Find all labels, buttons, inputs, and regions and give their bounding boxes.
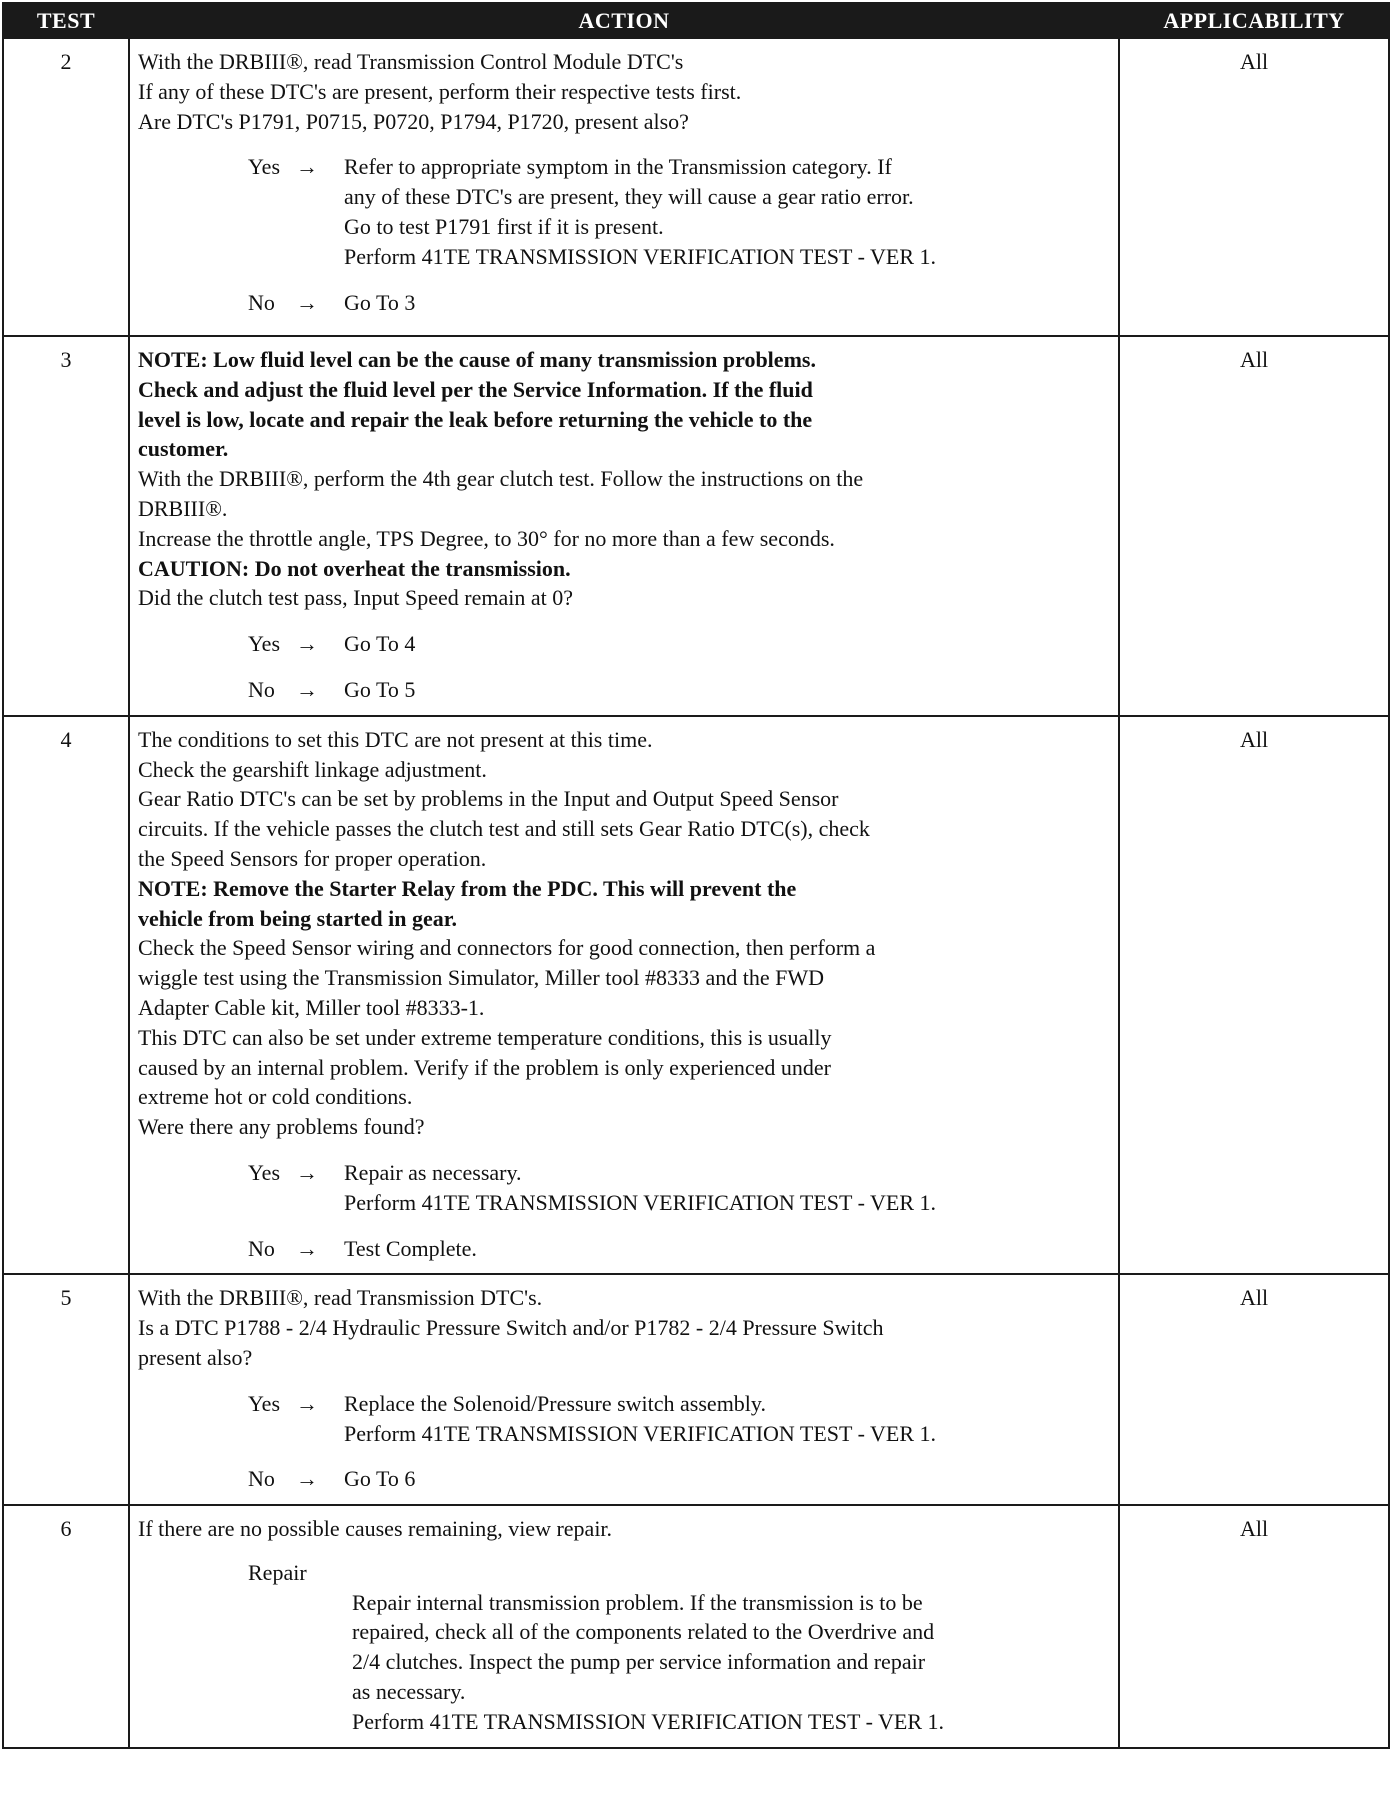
- note-line: NOTE: Remove the Starter Relay from the PDC. This will prevent the: [138, 875, 797, 901]
- note-line: CAUTION: Do not overheat the transmission.: [138, 555, 571, 581]
- answer-key: No: [248, 1235, 275, 1261]
- action-line: Were there any problems found?: [138, 1114, 425, 1140]
- action-cell: [129, 336, 1119, 716]
- action-line: Gear Ratio DTC's can be set by problems in the Input and Output Speed Sensor: [138, 786, 839, 812]
- test-number: 4: [3, 716, 129, 1275]
- applicability-value: All: [1119, 1274, 1389, 1505]
- answer-key: Yes: [248, 1159, 281, 1185]
- action-line: The conditions to set this DTC are not present at this time.: [138, 726, 653, 752]
- table-body: [3, 38, 1389, 1748]
- arrow-right-icon: →: [296, 289, 318, 315]
- answer-result: [344, 675, 1108, 705]
- answer-result: [344, 288, 1108, 318]
- answer-result: [344, 1158, 1108, 1218]
- note-line: level is low, locate and repair the leak before returning the vehicle to the: [138, 406, 813, 432]
- answer-result-line: Test Complete.: [344, 1235, 477, 1261]
- answer-result: [344, 1234, 1108, 1264]
- action-line: If any of these DTC's are present, perform their respective tests first.: [138, 78, 742, 104]
- action-cell: [129, 1505, 1119, 1748]
- note-line: vehicle from being started in gear.: [138, 905, 457, 931]
- answer-result-line: Refer to appropriate symptom in the Transmission category. If: [344, 154, 892, 180]
- answer-option-yes: [248, 1389, 1108, 1449]
- test-number: 5: [3, 1274, 129, 1505]
- answer-result: [344, 1464, 1108, 1494]
- answer-option-no: [248, 1234, 1108, 1264]
- arrow-right-icon: →: [296, 1390, 318, 1416]
- arrow-right-icon: →: [296, 1235, 318, 1261]
- answer-option-yes: [248, 1158, 1108, 1218]
- action-line: the Speed Sensors for proper operation.: [138, 845, 487, 871]
- arrow-right-icon: →: [296, 1466, 318, 1492]
- applicability-value: All: [1119, 716, 1389, 1275]
- answer-option-no: [248, 288, 1108, 318]
- repair-line: Perform 41TE TRANSMISSION VERIFICATION TEST - VER 1.: [352, 1708, 944, 1734]
- header-test: TEST: [3, 3, 129, 38]
- note-line: NOTE: Low fluid level can be the cause of many transmission problems.: [138, 347, 816, 372]
- action-line: circuits. If the vehicle passes the clutch test and still sets Gear Ratio DTC(s), check: [138, 816, 870, 842]
- action-line: DRBIII®.: [138, 495, 228, 521]
- answer-result-line: Go To 4: [344, 631, 416, 657]
- action-line: This DTC can also be set under extreme temperature conditions, this is usually: [138, 1024, 832, 1050]
- table-header-row: [3, 3, 1389, 38]
- answer-option-no: [248, 675, 1108, 705]
- arrow-right-icon: →: [296, 676, 318, 702]
- action-cell: [129, 716, 1119, 1275]
- note-line: customer.: [138, 436, 229, 462]
- table-row: [3, 38, 1389, 336]
- answer-option-yes: [248, 629, 1108, 659]
- diagnostic-procedure-page: [2, 2, 1388, 1803]
- answer-result-line: Perform 41TE TRANSMISSION VERIFICATION TEST - VER 1.: [344, 1420, 936, 1446]
- answer-option-yes: [248, 152, 1108, 271]
- answer-result-line: any of these DTC's are present, they will cause a gear ratio error.: [344, 184, 914, 210]
- action-cell: [129, 1274, 1119, 1505]
- action-line: With the DRBIII®, perform the 4th gear clutch test. Follow the instructions on the: [138, 466, 864, 492]
- test-number: 6: [3, 1505, 129, 1748]
- action-line: Did the clutch test pass, Input Speed remain at 0?: [138, 585, 573, 611]
- answer-result-line: Go to test P1791 first if it is present.: [344, 213, 664, 239]
- action-line: Are DTC's P1791, P0715, P0720, P1794, P1720, present also?: [138, 108, 689, 134]
- answer-result: [344, 152, 1108, 271]
- action-line: If there are no possible causes remaining, view repair.: [138, 1516, 613, 1542]
- answer-result-line: Repair as necessary.: [344, 1159, 522, 1185]
- answer-result-line: Perform 41TE TRANSMISSION VERIFICATION TEST - VER 1.: [344, 1189, 936, 1215]
- note-line: Check and adjust the fluid level per the Service Information. If the fluid: [138, 376, 813, 402]
- repair-line: repaired, check all of the components related to the Overdrive and: [352, 1619, 935, 1645]
- answer-result: [344, 629, 1108, 659]
- action-line: With the DRBIII®, read Transmission DTC's.: [138, 1285, 543, 1311]
- action-line: present also?: [138, 1344, 253, 1370]
- header-action: ACTION: [129, 3, 1119, 38]
- applicability-value: All: [1119, 1505, 1389, 1748]
- answer-result-line: Replace the Solenoid/Pressure switch assembly.: [344, 1390, 766, 1416]
- answer-key: No: [248, 676, 275, 702]
- diagnostic-test-table: [2, 2, 1390, 1749]
- action-line: caused by an internal problem. Verify if the problem is only experienced under: [138, 1054, 831, 1080]
- applicability-value: All: [1119, 336, 1389, 716]
- action-line: With the DRBIII®, read Transmission Control Module DTC's: [138, 49, 684, 74]
- action-line: wiggle test using the Transmission Simulator, Miller tool #8333 and the FWD: [138, 965, 824, 991]
- repair-label: Repair: [248, 1559, 307, 1585]
- answer-result: [344, 1389, 1108, 1449]
- action-cell: [129, 38, 1119, 336]
- answer-key: No: [248, 1466, 275, 1492]
- table-row: [3, 1505, 1389, 1748]
- answer-key: No: [248, 289, 275, 315]
- action-line: Adapter Cable kit, Miller tool #8333-1.: [138, 994, 485, 1020]
- answer-result-line: Go To 3: [344, 289, 416, 315]
- repair-line: 2/4 clutches. Inspect the pump per service information and repair: [352, 1649, 926, 1675]
- answer-result-line: Go To 5: [344, 676, 416, 702]
- arrow-right-icon: →: [296, 1159, 318, 1185]
- action-line: Increase the throttle angle, TPS Degree, to 30° for no more than a few seconds.: [138, 525, 835, 551]
- answer-key: Yes: [248, 154, 281, 180]
- table-row: [3, 1274, 1389, 1505]
- repair-line: Repair internal transmission problem. If the transmission is to be: [352, 1589, 923, 1615]
- test-number: 2: [3, 38, 129, 336]
- answer-option-no: [248, 1464, 1108, 1494]
- table-row: [3, 336, 1389, 716]
- answer-result-line: Perform 41TE TRANSMISSION VERIFICATION TEST - VER 1.: [344, 243, 936, 269]
- action-line: Is a DTC P1788 - 2/4 Hydraulic Pressure Switch and/or P1782 - 2/4 Pressure Switch: [138, 1315, 884, 1341]
- action-line: Check the gearshift linkage adjustment.: [138, 756, 487, 782]
- table-row: [3, 716, 1389, 1275]
- arrow-right-icon: →: [296, 631, 318, 657]
- answer-result-line: Go To 6: [344, 1466, 416, 1492]
- answer-key: Yes: [248, 1390, 281, 1416]
- answer-key: Yes: [248, 631, 281, 657]
- arrow-right-icon: →: [296, 154, 318, 180]
- test-number: 3: [3, 336, 129, 716]
- repair-line: as necessary.: [352, 1679, 466, 1705]
- header-applicability: APPLICABILITY: [1119, 3, 1389, 38]
- repair-instructions: [352, 1588, 1108, 1737]
- action-line: extreme hot or cold conditions.: [138, 1084, 413, 1110]
- applicability-value: All: [1119, 38, 1389, 336]
- action-line: Check the Speed Sensor wiring and connectors for good connection, then perform a: [138, 935, 876, 961]
